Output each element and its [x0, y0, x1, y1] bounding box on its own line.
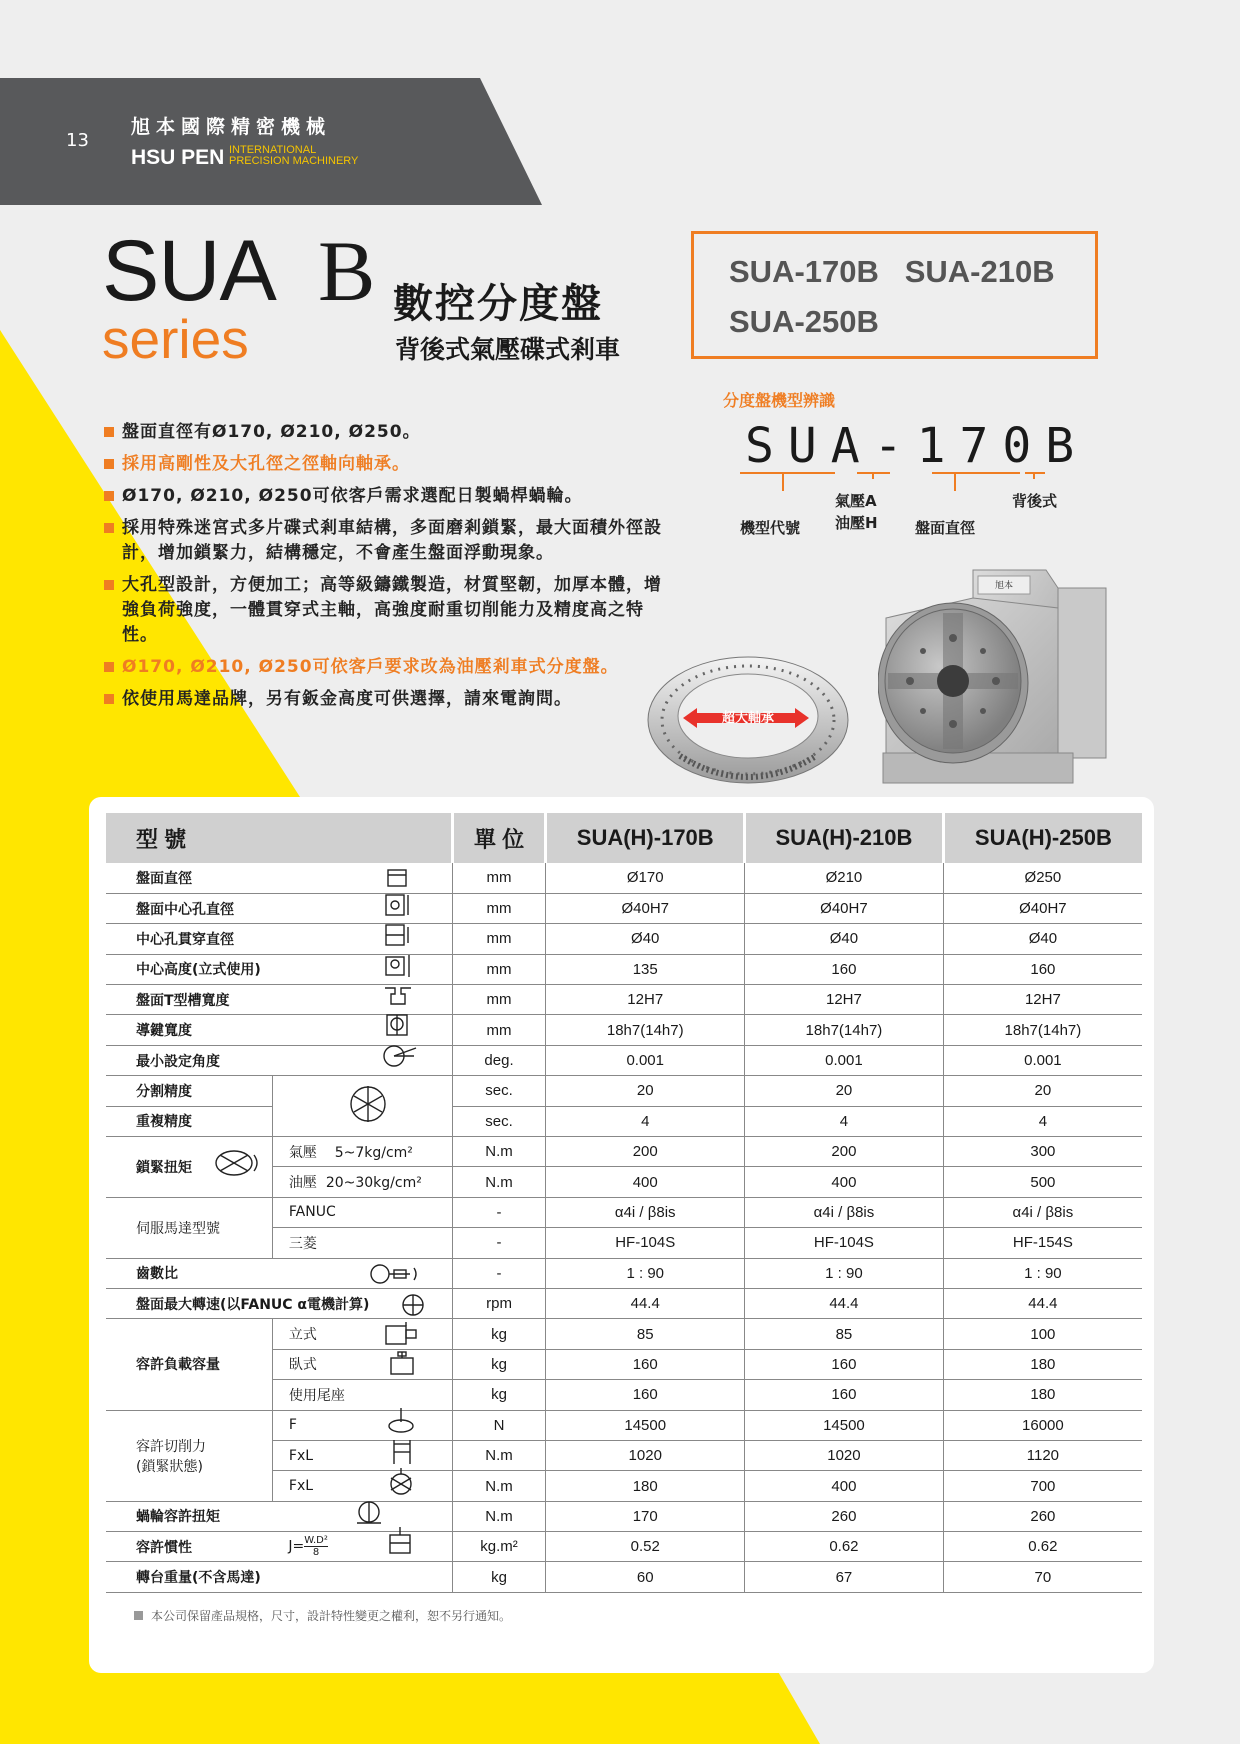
- spec-table: [106, 813, 1142, 1593]
- footnote: 本公司保留產品規格，尺寸，設計特性變更之權利，恕不另行通知。: [134, 1607, 511, 1624]
- header-170b: SUA(H)-170B: [546, 813, 745, 863]
- company-name-en-sub: INTERNATIONAL PRECISION MACHINERY: [229, 144, 359, 167]
- angle-icon: [380, 1042, 420, 1068]
- model-id-code: SUA-170B: [745, 418, 1089, 474]
- table-row: 容許切削力 (鎖緊狀態) F N 14500 14500 16000: [106, 1410, 1142, 1440]
- feature-item: Ø170, Ø210, Ø250可依客戶需求選配日製蝸桿蝸輪。: [104, 484, 664, 509]
- table-row: 中心孔貫穿直徑 mm Ø40 Ø40 Ø40: [106, 924, 1142, 954]
- bearing-image: [645, 648, 855, 788]
- table-row: 中心高度(立式使用) mm 135 160 160: [106, 954, 1142, 984]
- model-list-box: [691, 231, 1098, 359]
- clamp-torque-icon: [212, 1147, 266, 1179]
- inertia-icon: [386, 1525, 416, 1557]
- model-id-label-rear: 背後式: [1012, 492, 1058, 510]
- feature-item: 盤面直徑有Ø170, Ø210, Ø250。: [104, 420, 664, 445]
- feature-item: 依使用馬達品牌，另有鈑金高度可供選擇，請來電詢問。: [104, 687, 664, 712]
- guide-key-icon: [384, 1012, 412, 1038]
- feature-item: Ø170, Ø210, Ø250可依客戶要求改為油壓剎車式分度盤。: [104, 655, 664, 680]
- center-height-icon: [384, 953, 414, 979]
- table-row: 盤面最大轉速(以FANUC α電機計算) rpm 44.4 44.4 44.4: [106, 1288, 1142, 1318]
- center-hole-icon: [384, 893, 412, 919]
- model-id-label-model: 機型代號: [740, 519, 801, 537]
- speed-icon: [400, 1292, 426, 1318]
- product-subtitle-cn: 背後式氣壓碟式剎車: [395, 335, 621, 364]
- load-vertical-icon: [384, 1320, 420, 1346]
- header-model: 型 號: [106, 813, 452, 863]
- model-id-heading: 分度盤機型辨識: [723, 391, 836, 410]
- model-id-label-dia: 盤面直徑: [915, 519, 976, 537]
- company-name-cn: 旭本國際精密機械: [131, 116, 332, 138]
- series-word: series: [102, 308, 249, 370]
- table-row: 容許負載容量 立式 kg 85 85 100: [106, 1319, 1142, 1349]
- indexing-accuracy-icon: [346, 1082, 390, 1126]
- cutting-force-f-icon: [386, 1406, 416, 1436]
- page-number: 13: [66, 130, 89, 151]
- header-210b: SUA(H)-210B: [745, 813, 944, 863]
- table-row: 蝸輪容許扭矩 N.m 170 260 260: [106, 1501, 1142, 1531]
- model-id-label-oil: 油壓H: [835, 514, 878, 532]
- rotary-table-image: [878, 568, 1128, 800]
- bearing-label: 超大軸承: [721, 711, 775, 726]
- table-row: 導鍵寬度 mm 18h7(14h7) 18h7(14h7) 18h7(14h7): [106, 1015, 1142, 1045]
- table-row: 伺服馬達型號 FANUC - α4i / β8is α4i / β8is α4i / β8is: [106, 1197, 1142, 1227]
- worm-torque-icon: [354, 1499, 384, 1527]
- feature-item: 採用高剛性及大孔徑之徑軸向軸承。: [104, 452, 664, 477]
- product-title-cn: 數控分度盤: [393, 281, 603, 327]
- table-row: 油壓 20~30kg/cm² N.m 400 400 500: [106, 1167, 1142, 1197]
- table-row: 容許慣性 J= $\frac{\text{W.D²}}{8}$ kg.m² 0.52 0.62 0.62: [106, 1532, 1142, 1562]
- gear-ratio-icon: [366, 1262, 422, 1286]
- t-slot-icon: [382, 984, 414, 1008]
- cutting-force-fxl2-icon: [386, 1466, 416, 1496]
- model-id-label-air: 氣壓A: [835, 492, 877, 510]
- table-row: 盤面T型槽寬度 mm 12H7 12H7 12H7: [106, 985, 1142, 1015]
- table-row: 鎖緊扭矩 氣壓 5~7kg/cm² N.m 200 200 300: [106, 1137, 1142, 1167]
- table-row: 三菱 - HF-104S HF-104S HF-154S: [106, 1228, 1142, 1258]
- through-hole-icon: [384, 923, 412, 949]
- series-title-sua: SUA: [102, 223, 276, 319]
- table-row: 分割精度 sec. 20 20 20: [106, 1076, 1142, 1106]
- table-row: 盤面直徑 mm Ø170 Ø210 Ø250: [106, 863, 1142, 893]
- table-row: FxL N.m 180 400 700: [106, 1471, 1142, 1501]
- table-header-row: [106, 813, 1142, 863]
- table-row: 轉台重量(不含馬達) kg 60 67 70: [106, 1562, 1142, 1592]
- company-name-en: HSU PEN: [131, 146, 225, 169]
- cutting-force-fxl-icon: [390, 1438, 416, 1466]
- product-label: 旭本: [994, 581, 1014, 591]
- table-row: 盤面中心孔直徑 mm Ø40H7 Ø40H7 Ø40H7: [106, 893, 1142, 923]
- load-horizontal-icon: [388, 1350, 418, 1376]
- inertia-formula: J= $\frac{\text{W.D²}}{8}$: [272, 1532, 452, 1562]
- model-list-line2: SUA-250B: [729, 304, 879, 339]
- table-row: 臥式 kg 160 160 180: [106, 1349, 1142, 1379]
- header-unit: 單 位: [452, 813, 546, 863]
- table-row: 重複精度 sec. 4 4 4: [106, 1106, 1142, 1136]
- feature-list: [104, 420, 664, 719]
- table-diameter-icon: [386, 866, 410, 890]
- table-row: 齒數比 - 1 : 90 1 : 90 1 : 90: [106, 1258, 1142, 1288]
- feature-item: 大孔型設計，方便加工；高等級鑄鐵製造，材質堅韌，加厚本體，增強負荷強度，一體貫穿式主軸，高強度耐重切削能力及精度高之特性。: [104, 573, 664, 648]
- model-list-line1: SUA-170B SUA-210B: [729, 254, 1055, 289]
- table-row: 最小設定角度 deg. 0.001 0.001 0.001: [106, 1045, 1142, 1075]
- header-250b: SUA(H)-250B: [943, 813, 1142, 863]
- feature-item: 採用特殊迷宮式多片碟式剎車結構，多面磨剎鎖緊，最大面積外徑設計，增加鎖緊力，結構穩定，不會產生盤面浮動現象。: [104, 516, 664, 566]
- series-title-b: B: [318, 223, 376, 319]
- table-row: 使用尾座 kg 160 160 180: [106, 1380, 1142, 1410]
- table-row: FxL N.m 1020 1020 1120: [106, 1440, 1142, 1470]
